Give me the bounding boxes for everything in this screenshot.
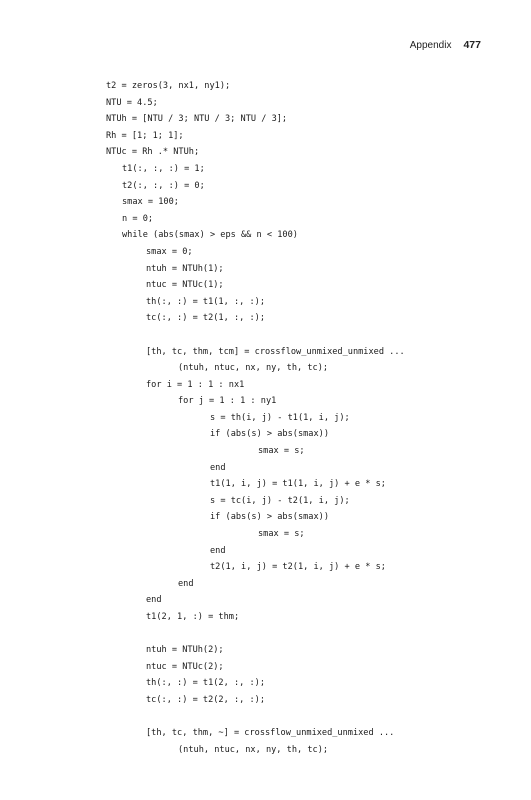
code-line: NTU = 4.5; bbox=[106, 97, 158, 108]
code-line: ntuc = NTUc(2); bbox=[146, 661, 224, 672]
code-line: NTUc = Rh .* NTUh; bbox=[106, 147, 200, 158]
code-line: ntuh = NTUh(1); bbox=[146, 263, 224, 274]
code-blank-line bbox=[106, 709, 405, 726]
code-blank-line bbox=[106, 626, 405, 643]
code-line: smax = 100; bbox=[122, 197, 179, 208]
code-line: th(:, :) = t1(2, :, :); bbox=[146, 678, 265, 689]
code-line: Rh = [1; 1; 1]; bbox=[106, 130, 184, 141]
code-line: n = 0; bbox=[122, 213, 154, 224]
page-number: 477 bbox=[463, 39, 481, 51]
code-line: t1(1, i, j) = t1(1, i, j) + e * s; bbox=[210, 479, 386, 490]
code-line: [th, tc, thm, tcm] = crossflow_unmixed_unmixed ... bbox=[146, 346, 405, 357]
section-title: Appendix bbox=[409, 40, 452, 51]
code-line: smax = s; bbox=[258, 446, 305, 457]
running-header bbox=[410, 39, 481, 51]
code-line: s = th(i, j) - t1(1, i, j); bbox=[210, 412, 350, 423]
code-line: if (abs(s) > abs(smax)) bbox=[210, 429, 329, 440]
code-line: end bbox=[178, 578, 194, 589]
code-line: end bbox=[210, 545, 226, 556]
code-line: t2(1, i, j) = t2(1, i, j) + e * s; bbox=[210, 562, 386, 573]
code-line: (ntuh, ntuc, nx, ny, th, tc); bbox=[178, 363, 329, 374]
code-line: for j = 1 : 1 : ny1 bbox=[178, 396, 277, 407]
code-line: th(:, :) = t1(1, :, :); bbox=[146, 296, 265, 307]
code-line: s = tc(i, j) - t2(1, i, j); bbox=[210, 495, 350, 506]
code-line: end bbox=[210, 462, 226, 473]
code-line: t1(:, :, :) = 1; bbox=[122, 163, 205, 174]
code-line: end bbox=[146, 595, 162, 606]
code-line: t2(:, :, :) = 0; bbox=[122, 180, 205, 191]
code-line: smax = s; bbox=[258, 529, 305, 540]
code-line: smax = 0; bbox=[146, 246, 193, 257]
code-line: for i = 1 : 1 : nx1 bbox=[146, 379, 245, 390]
code-line: ntuh = NTUh(2); bbox=[146, 645, 224, 656]
code-line: ntuc = NTUc(1); bbox=[146, 280, 224, 291]
code-line: NTUh = [NTU / 3; NTU / 3; NTU / 3]; bbox=[106, 114, 288, 125]
code-listing bbox=[106, 78, 405, 758]
code-line: t2 = zeros(3, nx1, ny1); bbox=[106, 81, 231, 91]
code-line: [th, tc, thm, ~] = crossflow_unmixed_unmixed ... bbox=[146, 728, 395, 739]
code-line: (ntuh, ntuc, nx, ny, th, tc); bbox=[178, 744, 329, 755]
code-line: t1(2, 1, :) = thm; bbox=[146, 612, 240, 622]
code-line: tc(:, :) = t2(1, :, :); bbox=[146, 313, 265, 324]
code-blank-line bbox=[106, 327, 405, 344]
code-line: if (abs(s) > abs(smax)) bbox=[210, 512, 329, 523]
code-line: tc(:, :) = t2(2, :, :); bbox=[146, 694, 265, 705]
code-line: while (abs(smax) > eps && n < 100) bbox=[122, 230, 298, 241]
